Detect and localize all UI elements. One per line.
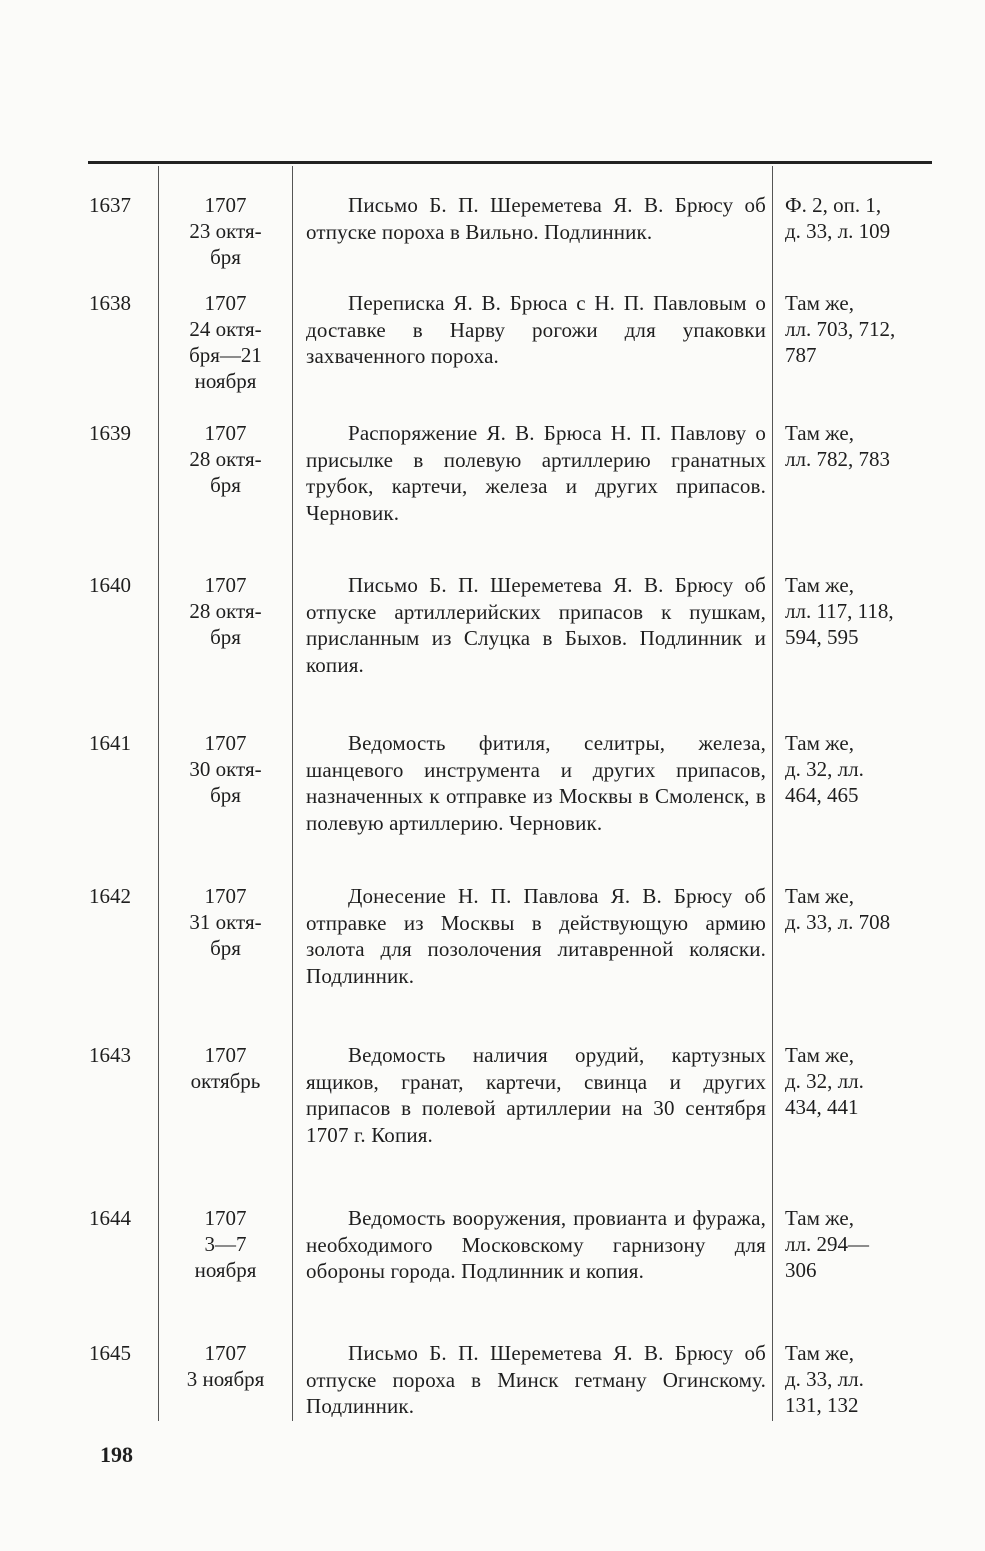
entry-date-line: 3 ноября [186, 1367, 265, 1391]
entry-date-line: бря [210, 245, 241, 269]
entry-date [163, 1340, 288, 1392]
entry-archive-reference: Там же, д. 32, лл. 464, 465 [785, 731, 864, 807]
entry-description: Распоряжение Я. В. Брюса Н. П. Павлову о присылке в полевую артиллерию гранатных трубок, картечи, железа и других припасов. Черновик. [306, 421, 766, 525]
entry-archive-reference: Там же, лл. 294— 306 [785, 1206, 869, 1282]
entry-date [163, 730, 288, 808]
entry-date-line: октябрь [190, 1069, 261, 1093]
entry-archive-reference: Там же, д. 33, лл. 131, 132 [785, 1341, 864, 1417]
entry-date-line: бря [210, 473, 241, 497]
table-top-rule [88, 161, 932, 164]
entry-date-line: 23 октя- [189, 219, 262, 243]
entry-date-line: 3—7 [204, 1232, 247, 1256]
column-divider-number [158, 166, 159, 1421]
entry-date-line: 1707 [204, 731, 247, 755]
entry-number: 1638 [89, 291, 131, 315]
entry-description: Письмо Б. П. Шереметева Я. В. Брюсу об отпуске пороха в Вильно. Подлинник. [306, 193, 766, 244]
entry-date [163, 192, 288, 270]
entry-description: Ведомость вооружения, провианта и фуража, необходимого Московскому гарнизону для обороны города. Подлинник и копия. [306, 1206, 766, 1283]
column-divider-date [292, 166, 293, 1421]
entry-archive-reference: Там же, лл. 117, 118, 594, 595 [785, 573, 894, 649]
entry-date [163, 1205, 288, 1283]
entry-date-line: 1707 [204, 573, 247, 597]
entry-archive-reference: Там же, лл. 703, 712, 787 [785, 291, 896, 367]
entry-date [163, 420, 288, 498]
entry-date-line: бря [210, 783, 241, 807]
entry-date-line: бря [210, 625, 241, 649]
entry-date-line: 31 октя- [189, 910, 262, 934]
entry-number: 1645 [89, 1341, 131, 1365]
entry-number: 1641 [89, 731, 131, 755]
entry-date-line: 1707 [204, 1206, 247, 1230]
page-number: 198 [100, 1442, 133, 1467]
entry-date-line: 28 октя- [189, 599, 262, 623]
entry-archive-reference: Ф. 2, оп. 1, д. 33, л. 109 [785, 193, 891, 243]
entry-date-line: 1707 [204, 291, 247, 315]
entry-number: 1642 [89, 884, 131, 908]
entry-date-line: 1707 [204, 884, 247, 908]
entry-archive-reference: Там же, д. 33, л. 708 [785, 884, 891, 934]
entry-date-line: бря—21 [189, 343, 262, 367]
entry-description: Ведомость наличия орудий, картузных ящиков, гранат, картечи, свинца и других припасов в полевой артиллерии на 30 сентября 1707 г. Копия. [306, 1043, 766, 1147]
entry-number: 1640 [89, 573, 131, 597]
entry-date-line: 1707 [204, 1043, 247, 1067]
entry-description: Письмо Б. П. Шереметева Я. В. Брюсу об отпуске пороха в Минск гетману Огинскому. Подлинник. [306, 1341, 766, 1418]
entry-description: Донесение Н. П. Павлова Я. В. Брюсу об отправке из Москвы в действующую армию золота для позолочения литавренной коляски. Подлинник. [306, 884, 766, 988]
entry-description: Ведомость фитиля, селитры, железа, шанцевого инструмента и других припасов, назначенных к отправке из Москвы в Смоленск, в полевую артиллерию. Черновик. [306, 731, 766, 835]
entry-number: 1643 [89, 1043, 131, 1067]
entry-date-line: 30 октя- [189, 757, 262, 781]
entry-number: 1639 [89, 421, 131, 445]
entry-date [163, 1042, 288, 1094]
entry-date-line: 1707 [204, 421, 247, 445]
entry-date [163, 290, 288, 394]
entry-description: Письмо Б. П. Шереметева Я. В. Брюсу об отпуске артиллерийских припасов к пушкам, присланным из Слуцка в Быхов. Подлинник и копия. [306, 573, 766, 677]
entry-number: 1644 [89, 1206, 131, 1230]
entry-date-line: бря [210, 936, 241, 960]
column-divider-description [772, 166, 773, 1421]
entry-date-line: 1707 [204, 1341, 247, 1365]
entry-archive-reference: Там же, д. 32, лл. 434, 441 [785, 1043, 864, 1119]
entry-number: 1637 [89, 193, 131, 217]
entry-date-line: 28 октя- [189, 447, 262, 471]
entry-date-line: ноября [194, 1258, 257, 1282]
entry-date [163, 883, 288, 961]
entry-date-line: 1707 [204, 193, 247, 217]
entry-date-line: 24 октя- [189, 317, 262, 341]
entry-description: Переписка Я. В. Брюса с Н. П. Павловым о доставке в Нарву рогожи для упаковки захваченного пороха. [306, 291, 766, 368]
entry-date [163, 572, 288, 650]
entry-archive-reference: Там же, лл. 782, 783 [785, 421, 890, 471]
entry-date-line: ноября [194, 369, 257, 393]
